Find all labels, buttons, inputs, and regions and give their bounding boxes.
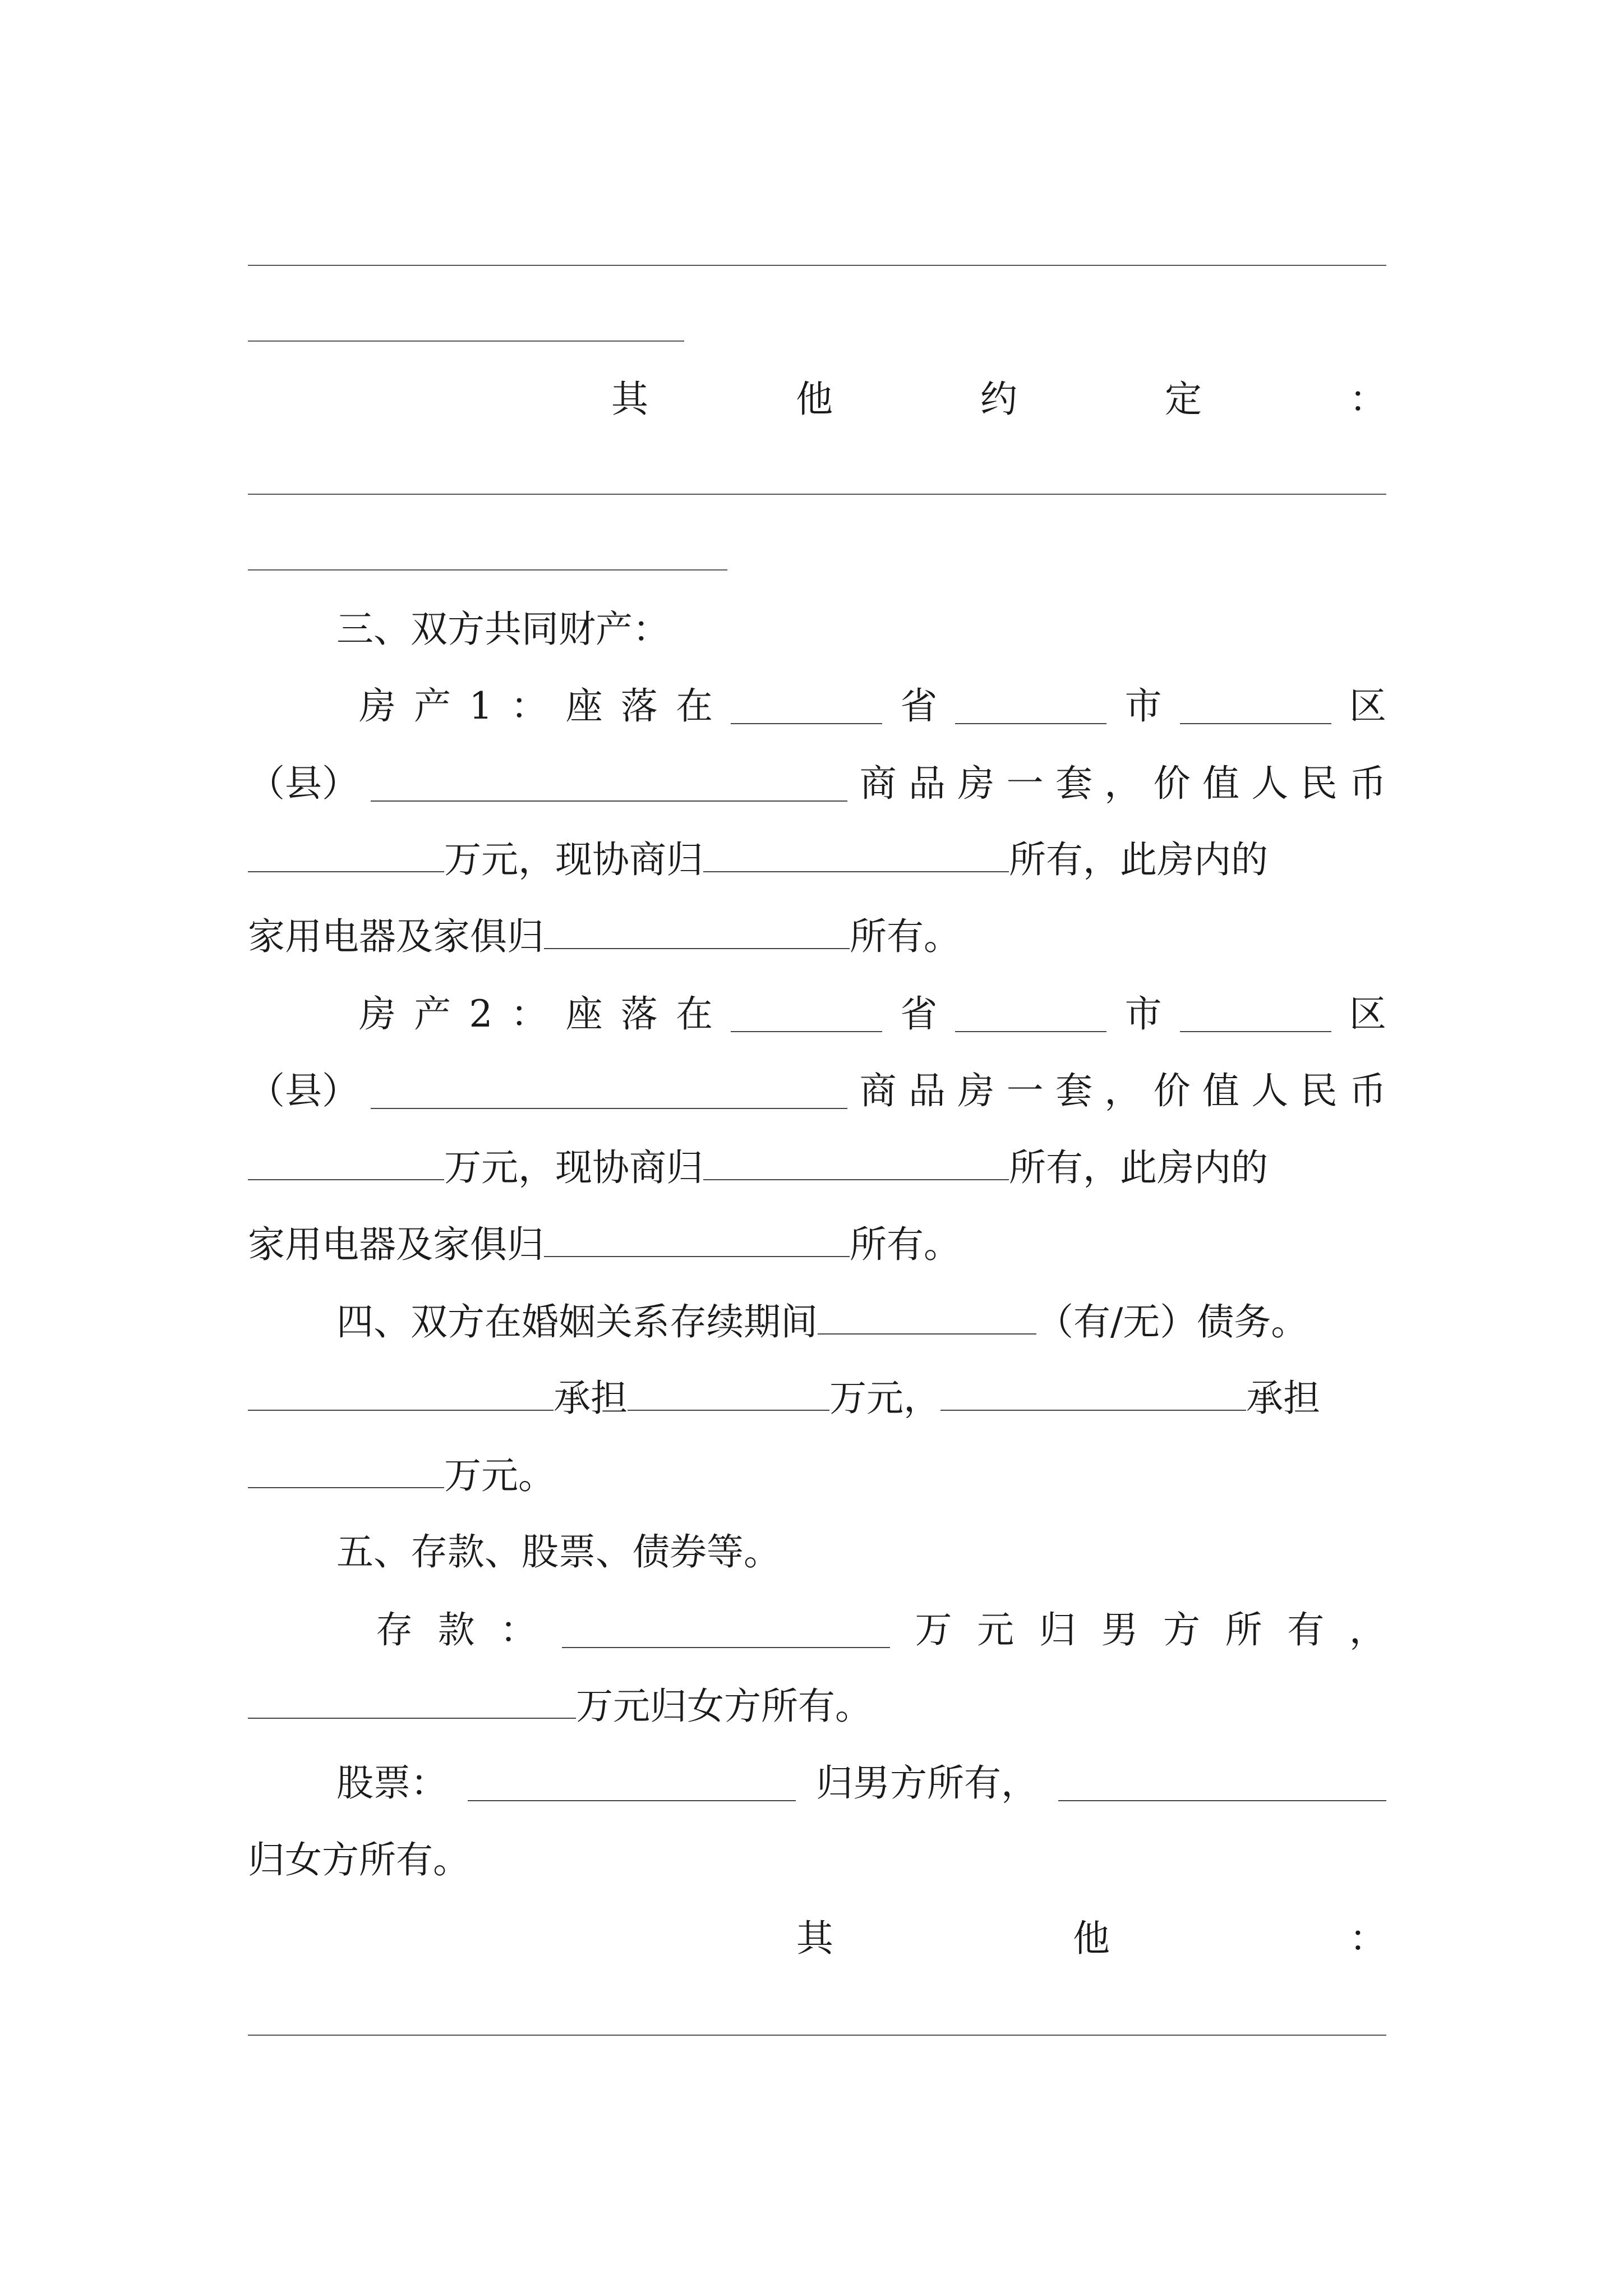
stock-line2: 归女方所有。 bbox=[248, 1838, 470, 1881]
title-char: 约 bbox=[980, 378, 1017, 421]
owner-blank[interactable] bbox=[703, 836, 1009, 872]
property1-line2: （县） 商 品 房 一 套 ， 价 值 人 民 币 bbox=[248, 762, 1386, 805]
fill-line bbox=[248, 2035, 1386, 2036]
deposit-line1: 存 款 ： 万 元 归 男 方 所 有 ， bbox=[376, 1608, 1386, 1651]
debt-amount-blank[interactable] bbox=[248, 1452, 444, 1488]
owner-blank[interactable] bbox=[703, 1144, 1009, 1180]
female-deposit-blank[interactable] bbox=[248, 1683, 576, 1719]
property1-line3: 万元，现协商归 所有，此房内的 bbox=[248, 835, 1386, 885]
section3-heading: 三、双方共同财产： bbox=[336, 608, 670, 651]
fill-line bbox=[248, 494, 1386, 495]
city-blank[interactable] bbox=[955, 996, 1106, 1032]
debt-blank[interactable] bbox=[818, 1299, 1036, 1335]
debtor-blank[interactable] bbox=[248, 1375, 554, 1411]
stock-line1: 股票： 归男方所有， bbox=[336, 1758, 1386, 1809]
section4-line3: 万元。 bbox=[248, 1451, 1386, 1501]
city-blank[interactable] bbox=[955, 688, 1106, 724]
address-blank[interactable] bbox=[371, 1073, 847, 1109]
district-blank[interactable] bbox=[1180, 688, 1331, 724]
value-blank[interactable] bbox=[248, 1144, 444, 1180]
fill-line bbox=[248, 341, 684, 342]
title-char: ： bbox=[1349, 378, 1386, 421]
section5-heading: 五、存款、股票、债券等。 bbox=[336, 1530, 781, 1573]
furniture-owner-blank[interactable] bbox=[544, 1221, 850, 1257]
furniture-owner-blank[interactable] bbox=[544, 913, 850, 949]
property2-line2: （县） 商 品 房 一 套 ， 价 值 人 民 币 bbox=[248, 1069, 1386, 1112]
value-blank[interactable] bbox=[248, 836, 444, 872]
property2-line1: 房 产 2 ： 座 落 在 省 市 区 bbox=[359, 992, 1386, 1036]
deposit-line2: 万元归女方所有。 bbox=[248, 1681, 1386, 1732]
province-blank[interactable] bbox=[731, 996, 882, 1032]
fill-line bbox=[248, 569, 727, 570]
property1-line4: 家用电器及家俱归 所有。 bbox=[248, 912, 1386, 962]
province-blank[interactable] bbox=[731, 688, 882, 724]
section4-line1: 四、双方在婚姻关系存续期间 （有/无）债务。 bbox=[336, 1297, 1424, 1347]
other-title: 其 他 ： bbox=[796, 1917, 1386, 1960]
property2-line3: 万元，现协商归 所有，此房内的 bbox=[248, 1143, 1386, 1193]
property2-line4: 家用电器及家俱归 所有。 bbox=[248, 1220, 1386, 1270]
property1-line1: 房 产 1 ： 座 落 在 省 市 区 bbox=[359, 684, 1386, 728]
fill-line bbox=[248, 265, 1386, 266]
district-blank[interactable] bbox=[1180, 996, 1331, 1032]
address-blank[interactable] bbox=[371, 766, 847, 802]
title-char: 他 bbox=[796, 378, 833, 421]
title-char: 其 bbox=[611, 378, 648, 421]
section4-line2: 承担 万元， 承担 bbox=[248, 1373, 1386, 1424]
male-deposit-blank[interactable] bbox=[562, 1612, 890, 1648]
debt-amount-blank[interactable] bbox=[628, 1375, 829, 1411]
debtor-blank[interactable] bbox=[940, 1375, 1246, 1411]
other-agreement-title bbox=[611, 374, 1386, 425]
title-char: 定 bbox=[1165, 378, 1202, 421]
female-stock-blank[interactable] bbox=[1058, 1765, 1386, 1801]
male-stock-blank[interactable] bbox=[468, 1765, 796, 1801]
